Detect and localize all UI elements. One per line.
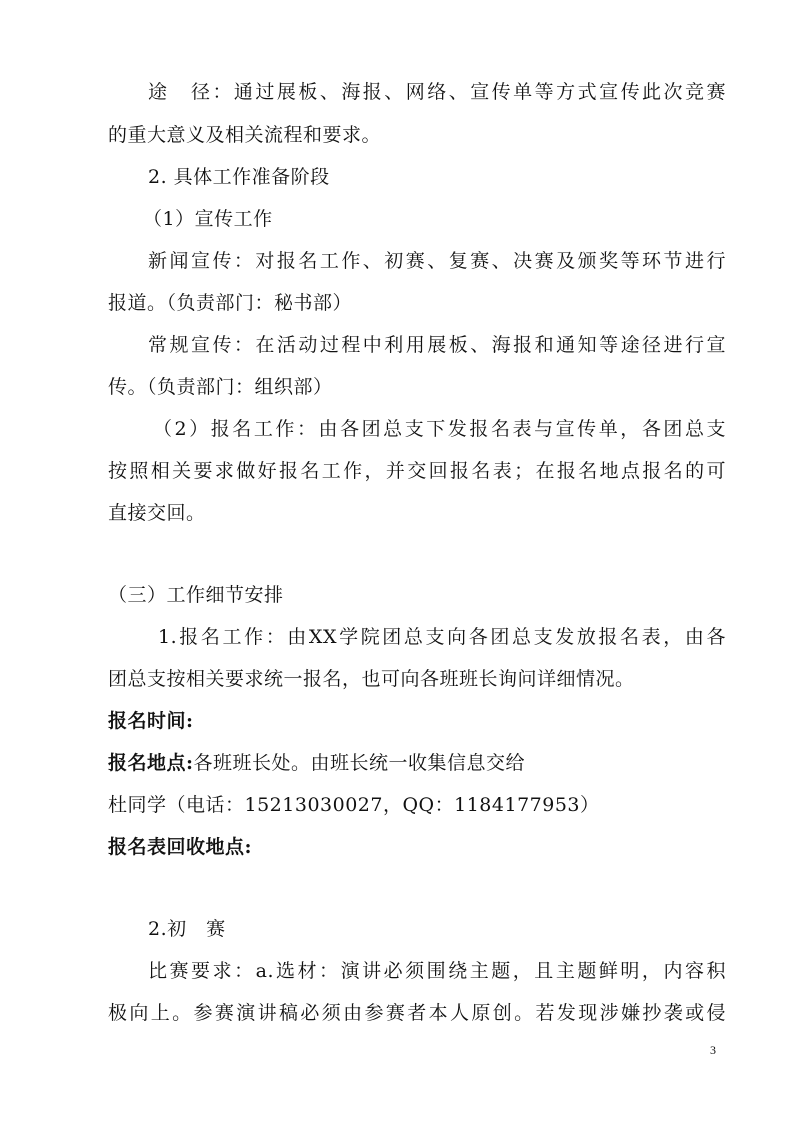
paragraph-line: （2）报名工作：由各团总支下发报名表与宣传单，各团总支: [153, 418, 726, 440]
paragraph-line: 按照相关要求做好报名工作，并交回报名表；在报名地点报名的可: [108, 460, 726, 482]
paragraph-line: 直接交回。: [108, 502, 206, 524]
paragraph-line: 团总支按相关要求统一报名，也可向各班班长询问详细情况。: [108, 668, 635, 690]
paragraph-line: 途 径：通过展板、海报、网络、宣传单等方式宣传此次竞赛: [148, 81, 726, 103]
paragraph-line: 传。（负责部门：组织部）: [108, 376, 333, 398]
paragraph-line: 新闻宣传：对报名工作、初赛、复赛、决赛及颁奖等环节进行: [148, 250, 726, 272]
paragraph-line: 常规宣传：在活动过程中利用展板、海报和通知等途径进行宣: [148, 334, 726, 356]
paragraph-line: 极向上。参赛演讲稿必须由参赛者本人原创。若发现涉嫌抄袭或侵: [108, 1002, 726, 1024]
paragraph-line: 1.报名工作：由XX学院团总支向各团总支发放报名表，由各: [158, 626, 726, 648]
form-return-location-label: 报名表回收地点:: [108, 836, 253, 858]
registration-location-text: 各班班长处。由班长统一收集信息交给: [193, 752, 526, 774]
section-heading: 2.初 赛: [148, 918, 226, 940]
page-number: 3: [710, 1043, 716, 1057]
subsection-heading: （1）宣传工作: [143, 208, 273, 230]
paragraph-line: 比赛要求：a.选材：演讲必须围绕主题，且主题鲜明，内容积: [148, 960, 726, 982]
paragraph-line: 的重大意义及相关流程和要求。: [108, 124, 382, 146]
registration-time-label: 报名时间:: [108, 710, 194, 732]
section-heading: 2. 具体工作准备阶段: [148, 166, 330, 188]
paragraph-line: 报道。（负责部门：秘书部）: [108, 292, 353, 314]
registration-location-line: [108, 751, 525, 775]
section-heading: （三）工作细节安排: [108, 584, 284, 606]
registration-location-label: 报名地点:: [108, 752, 194, 774]
contact-line: 杜同学（电话：15213030027，QQ：1184177953）: [108, 794, 600, 816]
